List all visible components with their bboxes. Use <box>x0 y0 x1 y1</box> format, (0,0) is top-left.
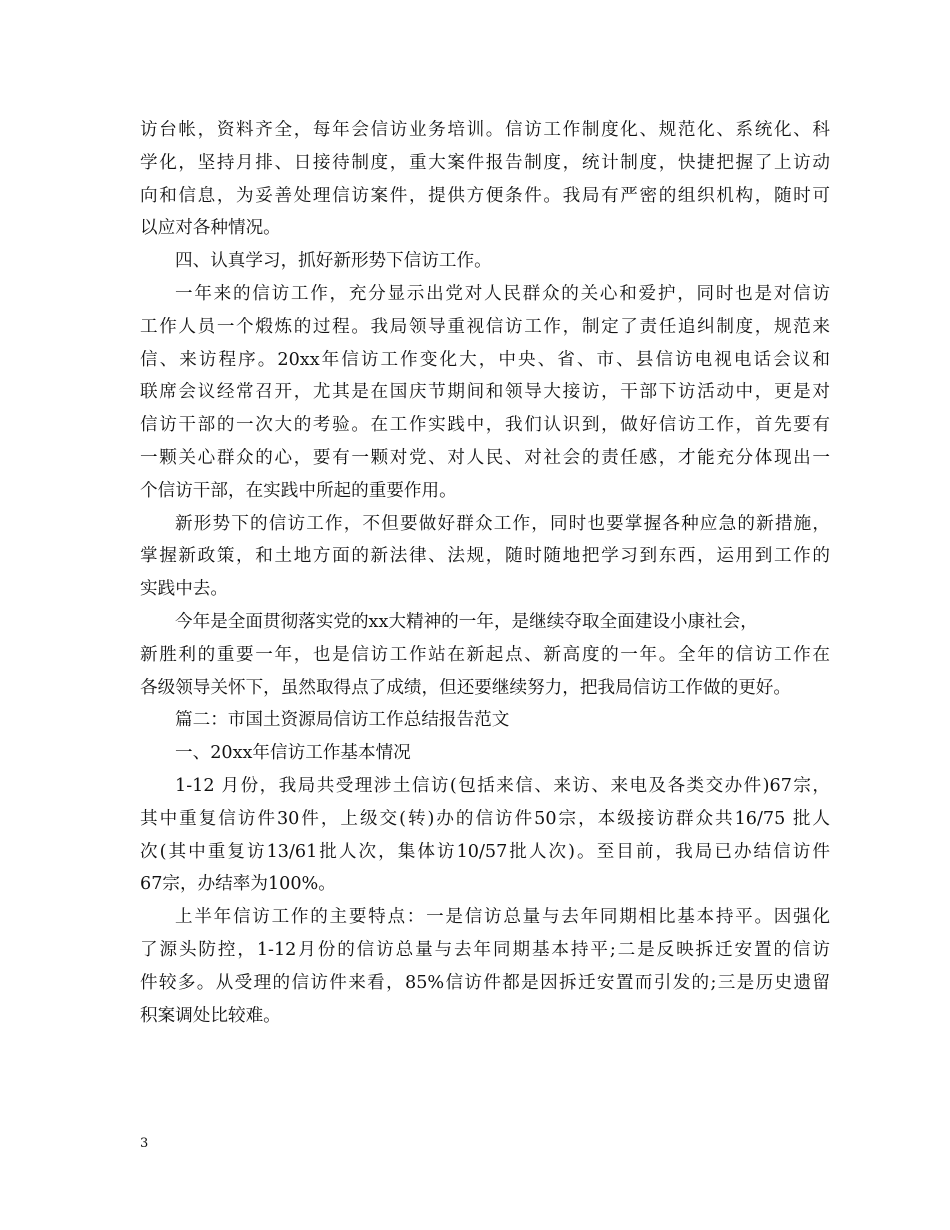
text-line: 新胜利的重要一年，也是信访工作站在新起点、新高度的一年。全年的信访工作在 <box>140 644 830 665</box>
text-line: 学化，坚持月排、日接待制度，重大案件报告制度，统计制度，快捷把握了上访动 <box>140 152 830 173</box>
text-line: 实践中去。 <box>140 579 228 600</box>
article-heading: 篇二：市国土资源局信访工作总结报告范文 <box>175 710 510 731</box>
text-line: 其中重复信访件30件，上级交(转)办的信访件50宗，本级接访群众共16/75 批人 <box>140 808 830 829</box>
text-line: 积案调处比较难。 <box>140 1005 281 1026</box>
text-line: 一年来的信访工作，充分显示出党对人民群众的关心和爱护，同时也是对信访 <box>175 283 830 304</box>
page-number: 3 <box>140 1136 149 1151</box>
text-line: 次(其中重复访13/61批人次，集体访10/57批人次)。至目前，我局已办结信访件 <box>140 841 830 862</box>
text-line: 新形势下的信访工作，不但要做好群众工作，同时也要掌握各种应急的新措施， <box>175 513 830 534</box>
text-line: 上半年信访工作的主要特点：一是信访总量与去年同期相比基本持平。因强化 <box>175 907 830 928</box>
text-line: 以应对各种情况。 <box>140 218 281 239</box>
text-line: 1-12 月份，我局共受理涉土信访(包括来信、来访、来电及各类交办件)67宗， <box>175 775 830 796</box>
text-line: 信访干部的一次大的考验。在工作实践中，我们认识到，做好信访工作，首先要有 <box>140 415 830 436</box>
text-line: 件较多。从受理的信访件来看，85%信访件都是因拆迁安置而引发的;三是历史遗留 <box>140 972 830 993</box>
document-body <box>140 114 830 1032</box>
section-heading: 四、认真学习，抓好新形势下信访工作。 <box>175 251 492 272</box>
text-line: 向和信息，为妥善处理信访案件，提供方便条件。我局有严密的组织机构，随时可 <box>140 185 830 206</box>
text-line: 67宗，办结率为100%。 <box>140 874 336 895</box>
text-line: 个信访干部，在实践中所起的重要作用。 <box>140 480 457 501</box>
text-line: 了源头防控，1-12月份的信访总量与去年同期基本持平;二是反映拆迁安置的信访 <box>140 939 830 960</box>
text-line: 各级领导关怀下，虽然取得点了成绩，但还要继续努力，把我局信访工作做的更好。 <box>140 677 791 698</box>
text-line: 今年是全面贯彻落实党的xx大精神的一年，是继续夺取全面建设小康社会， <box>175 611 758 632</box>
section-heading: 一、20xx年信访工作基本情况 <box>175 743 411 764</box>
text-line: 工作人员一个煅炼的过程。我局领导重视信访工作，制定了责任追纠制度，规范来 <box>140 316 830 337</box>
text-line: 联席会议经常召开，尤其是在国庆节期间和领导大接访，干部下访活动中，更是对 <box>140 382 830 403</box>
text-line: 一颗关心群众的心，要有一颗对党、对人民、对社会的责任感，才能充分体现出一 <box>140 447 830 468</box>
text-line: 访台帐，资料齐全，每年会信访业务培训。信访工作制度化、规范化、系统化、科 <box>140 120 830 140</box>
text-line: 掌握新政策，和土地方面的新法律、法规，随时随地把学习到东西，运用到工作的 <box>140 546 830 567</box>
text-line: 信、来访程序。20xx年信访工作变化大，中央、省、市、县信访电视电话会议和 <box>140 349 830 370</box>
